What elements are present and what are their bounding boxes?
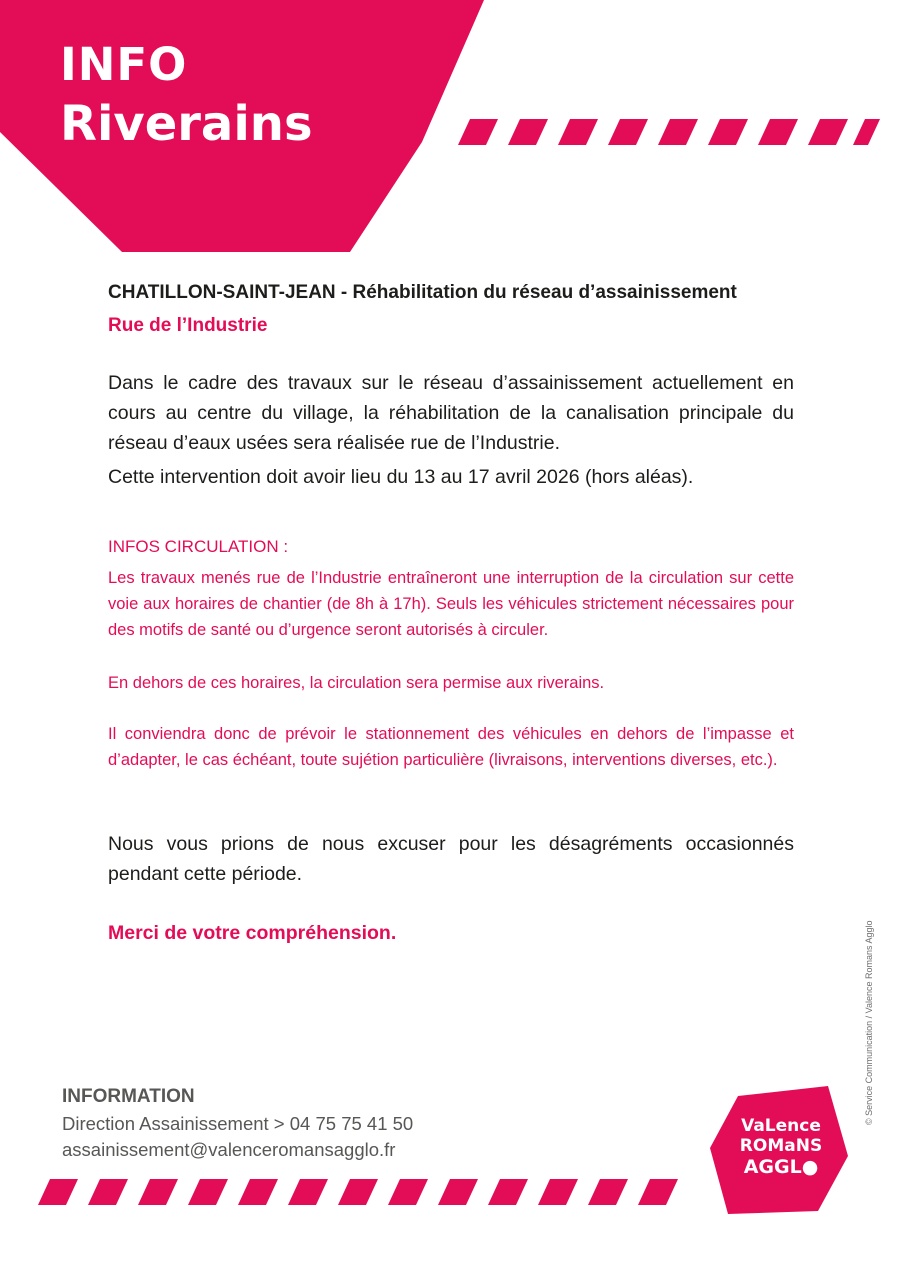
- circulation-paragraph-1: Les travaux menés rue de l’Industrie entraîneront une interruption de la circulation sur cette voie aux horaires de chantier (de 8h à 17h). Seuls les véhicules strictement nécessaires pour des motifs de santé ou d’urgence seront autorisés à circuler.: [108, 569, 794, 639]
- article-subtitle: Rue de l’Industrie: [108, 315, 268, 336]
- intro-paragraph: Dans le cadre des travaux sur le réseau d’assainissement actuellement en cours au centre du village, la réhabilitation de la canalisation principale du réseau d’eaux usées sera réalisée rue de l’Industrie.: [108, 372, 794, 454]
- apology-paragraph: Nous vous prions de nous excuser pour les désagréments occasionnés pendant cette période.: [108, 833, 794, 885]
- footer-email[interactable]: assainissement@valenceromansagglo.fr: [62, 1139, 396, 1160]
- dates-paragraph: Cette intervention doit avoir lieu du 13 au 17 avril 2026 (hors aléas).: [108, 466, 694, 488]
- top-hazard-stripes: [458, 117, 883, 147]
- copyright-credit: © Service Communication / Valence Romans Agglo: [864, 920, 874, 1125]
- logo-text-line3: AGGL●: [743, 1156, 819, 1178]
- logo-text-line2: ROMaNS: [739, 1136, 823, 1156]
- footer-heading: INFORMATION: [62, 1086, 195, 1107]
- circulation-heading: INFOS CIRCULATION :: [108, 537, 289, 556]
- logo-text-line1: VaLence: [741, 1116, 821, 1136]
- circulation-paragraph-3: Il conviendra donc de prévoir le stationnement des véhicules en dehors de l’impasse et d’adapter, le cas échéant, toute sujétion particulière (livraisons, interventions diverses, etc.).: [108, 725, 794, 769]
- header-title-info: INFO: [60, 38, 188, 91]
- circulation-paragraph-2: En dehors de ces horaires, la circulation sera permise aux riverains.: [108, 674, 605, 692]
- footer-contact: [62, 1086, 413, 1163]
- header-title-riverains: Riverains: [60, 96, 313, 152]
- thanks-line: Merci de votre compréhension.: [108, 922, 397, 944]
- article-title: CHATILLON-SAINT-JEAN - Réhabilitation du réseau d’assainissement: [108, 282, 737, 303]
- bottom-hazard-stripes: [38, 1177, 688, 1207]
- footer-phone-line: Direction Assainissement > 04 75 75 41 50: [62, 1113, 414, 1134]
